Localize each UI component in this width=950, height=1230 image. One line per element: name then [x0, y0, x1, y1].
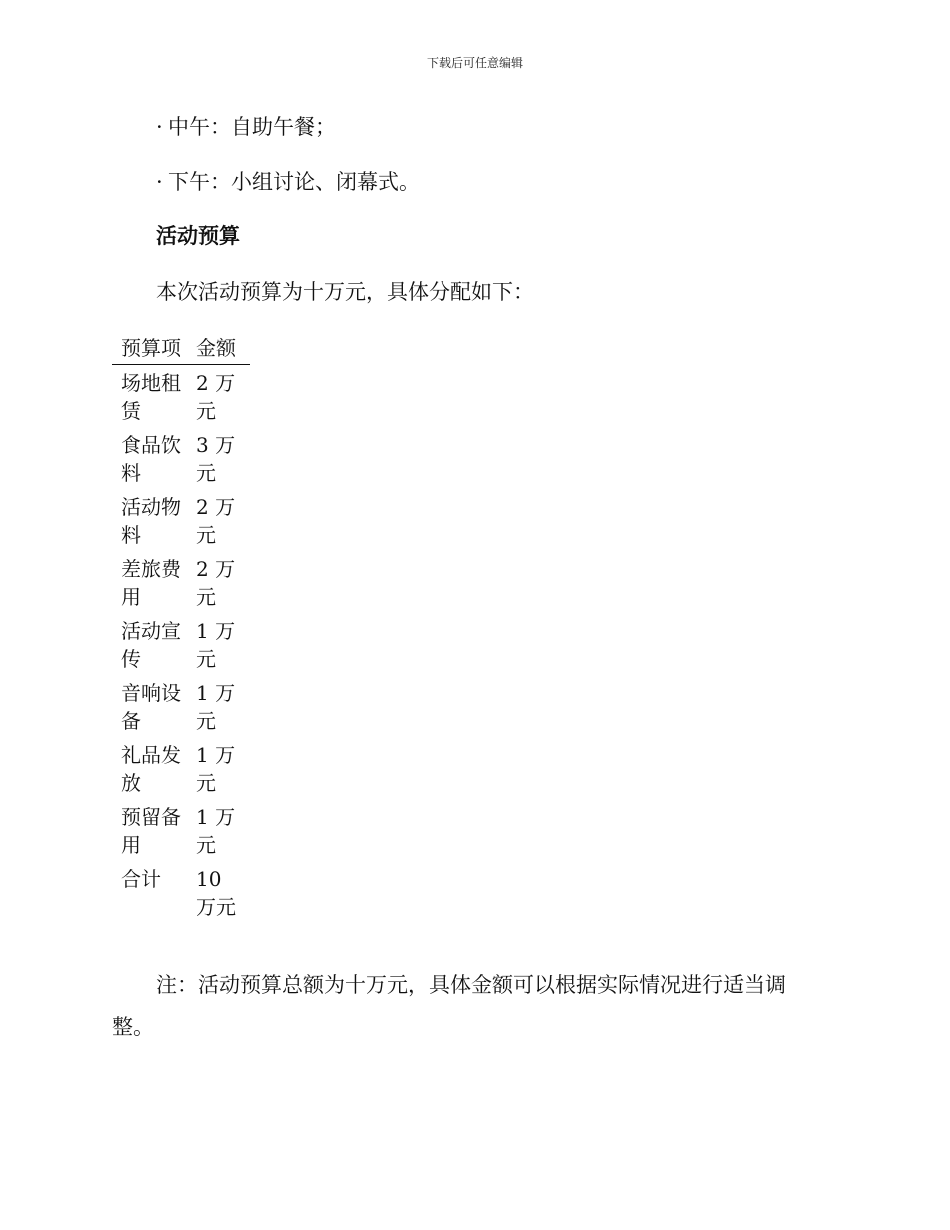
column-header-amount: 金额 — [196, 336, 236, 360]
budget-amount: 2 万元 — [196, 557, 236, 609]
budget-amount: 1 万元 — [196, 619, 236, 671]
budget-amount: 1 万元 — [196, 681, 236, 733]
table-row — [112, 551, 250, 613]
budget-item: 食品饮料 — [121, 433, 181, 485]
budget-item: 活动物料 — [121, 495, 181, 547]
agenda-item-noon — [156, 113, 336, 141]
budget-item: 活动宣传 — [121, 619, 181, 671]
budget-item: 差旅费用 — [121, 557, 181, 609]
section-heading-budget: 活动预算 — [156, 224, 240, 248]
budget-item: 预留备用 — [121, 805, 181, 857]
budget-intro: 本次活动预算为十万元，具体分配如下： — [156, 280, 534, 304]
page-header: 下载后可任意编辑 — [426, 56, 523, 70]
table-row — [112, 365, 250, 428]
budget-total-amount: 10 万元 — [196, 867, 236, 919]
bullet-dot: · — [156, 170, 163, 194]
budget-item: 场地租赁 — [121, 371, 181, 423]
budget-total-label: 合计 — [121, 867, 161, 891]
bullet-dot: · — [156, 115, 163, 139]
agenda-item-text: 中午：自助午餐； — [168, 115, 336, 139]
table-row — [112, 737, 250, 799]
budget-amount: 3 万元 — [196, 433, 236, 485]
table-header-row — [112, 334, 250, 365]
table-row — [112, 613, 250, 675]
budget-note: 注：活动预算总额为十万元，具体金额可以根据实际情况进行适当调整。 — [112, 973, 786, 1039]
budget-table — [112, 334, 250, 923]
budget-amount: 2 万元 — [196, 371, 236, 423]
budget-item: 礼品发放 — [121, 743, 181, 795]
budget-item: 音响设备 — [121, 681, 181, 733]
agenda-item-afternoon — [156, 168, 420, 196]
budget-amount: 2 万元 — [196, 495, 236, 547]
table-row — [112, 427, 250, 489]
budget-amount: 1 万元 — [196, 805, 236, 857]
table-row-total — [112, 861, 250, 923]
column-header-item: 预算项 — [121, 336, 181, 360]
table-row — [112, 489, 250, 551]
table-row — [112, 799, 250, 861]
table-row — [112, 675, 250, 737]
budget-amount: 1 万元 — [196, 743, 236, 795]
agenda-item-text: 下午：小组讨论、闭幕式。 — [168, 170, 420, 194]
